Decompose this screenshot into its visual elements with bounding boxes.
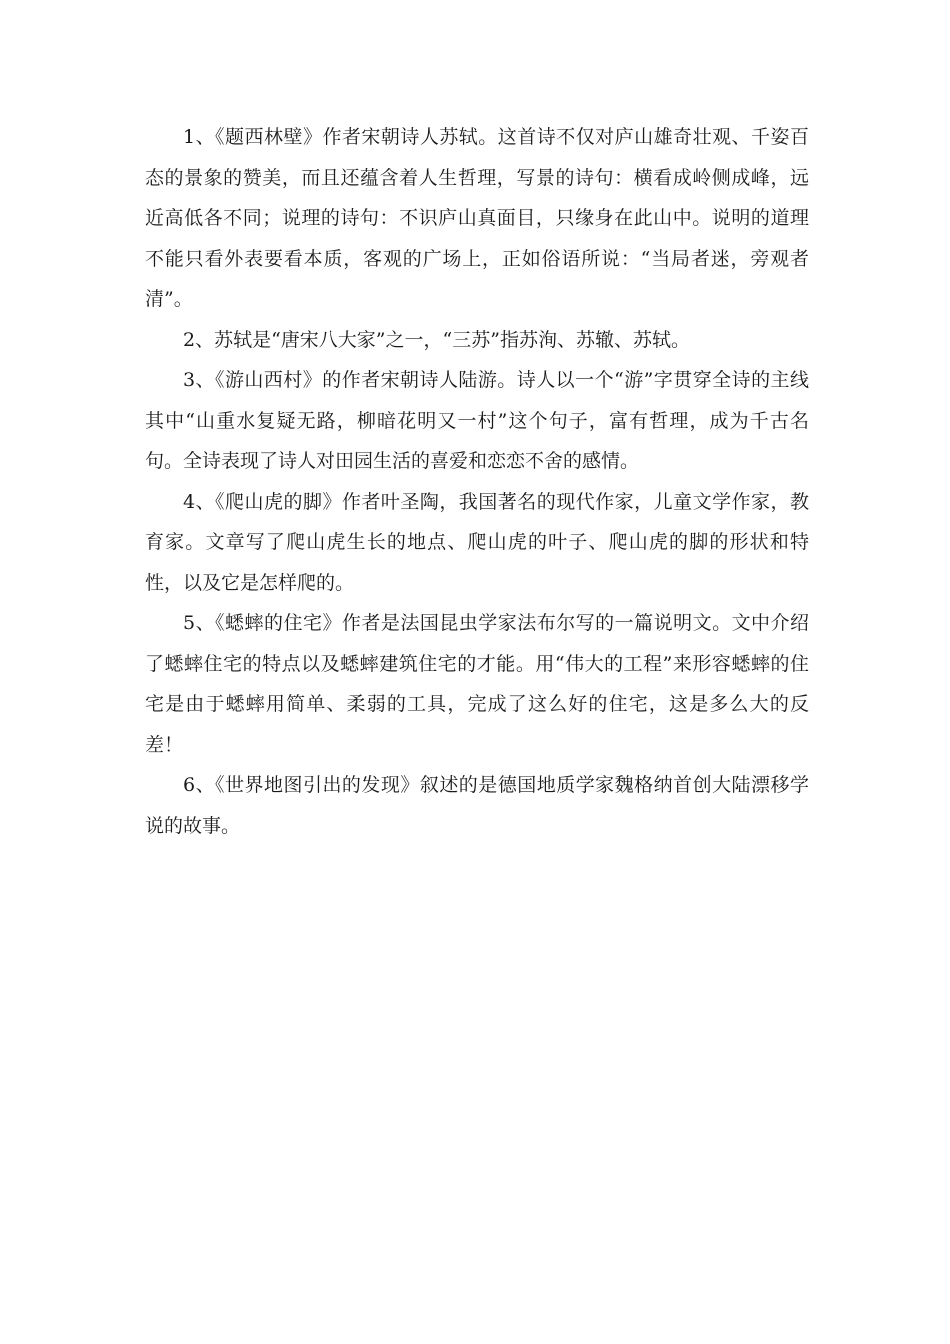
- paragraph-5: 5、《蟋蟀的住宅》作者是法国昆虫学家法布尔写的一篇说明文。文中介绍了蟋蟀住宅的特点以及蟋蟀建筑住宅的才能。用“伟大的工程”来形容蟋蟀的住宅是由于蟋蟀用简单、柔弱的工具，完成了这么好的住宅，这是多么大的反差！: [145, 612, 809, 756]
- paragraph-2: 2、苏轼是“唐宋八大家”之一，“三苏”指苏洵、苏辙、苏轼。: [183, 328, 690, 351]
- paragraph-1: 1、《题西林壁》作者宋朝诗人苏轼。这首诗不仅对庐山雄奇壮观、千姿百态的景象的赞美，而且还蕴含着人生哲理，写景的诗句：横看成岭侧成峰，远近高低各不同；说理的诗句：不识庐山真面目，只缘身在此山中。说明的道理不能只看外表要看本质，客观的广场上，正如俗语所说：“当局者迷，旁观者清”。: [145, 126, 809, 310]
- paragraph-3: 3、《游山西村》的作者宋朝诗人陆游。诗人以一个“游”字贯穿全诗的主线其中“山重水复疑无路，柳暗花明又一村”这个句子，富有哲理，成为千古名句。全诗表现了诗人对田园生活的喜爱和恋恋不舍的感情。: [145, 369, 809, 472]
- paragraph-6: 6、《世界地图引出的发现》叙述的是德国地质学家魏格纳首创大陆漂移学说的故事。: [145, 774, 809, 837]
- document-body: [145, 117, 809, 846]
- paragraph-4: 4、《爬山虎的脚》作者叶圣陶，我国著名的现代作家，儿童文学作家，教育家。文章写了爬山虎生长的地点、爬山虎的叶子、爬山虎的脚的形状和特性，以及它是怎样爬的。: [145, 490, 809, 594]
